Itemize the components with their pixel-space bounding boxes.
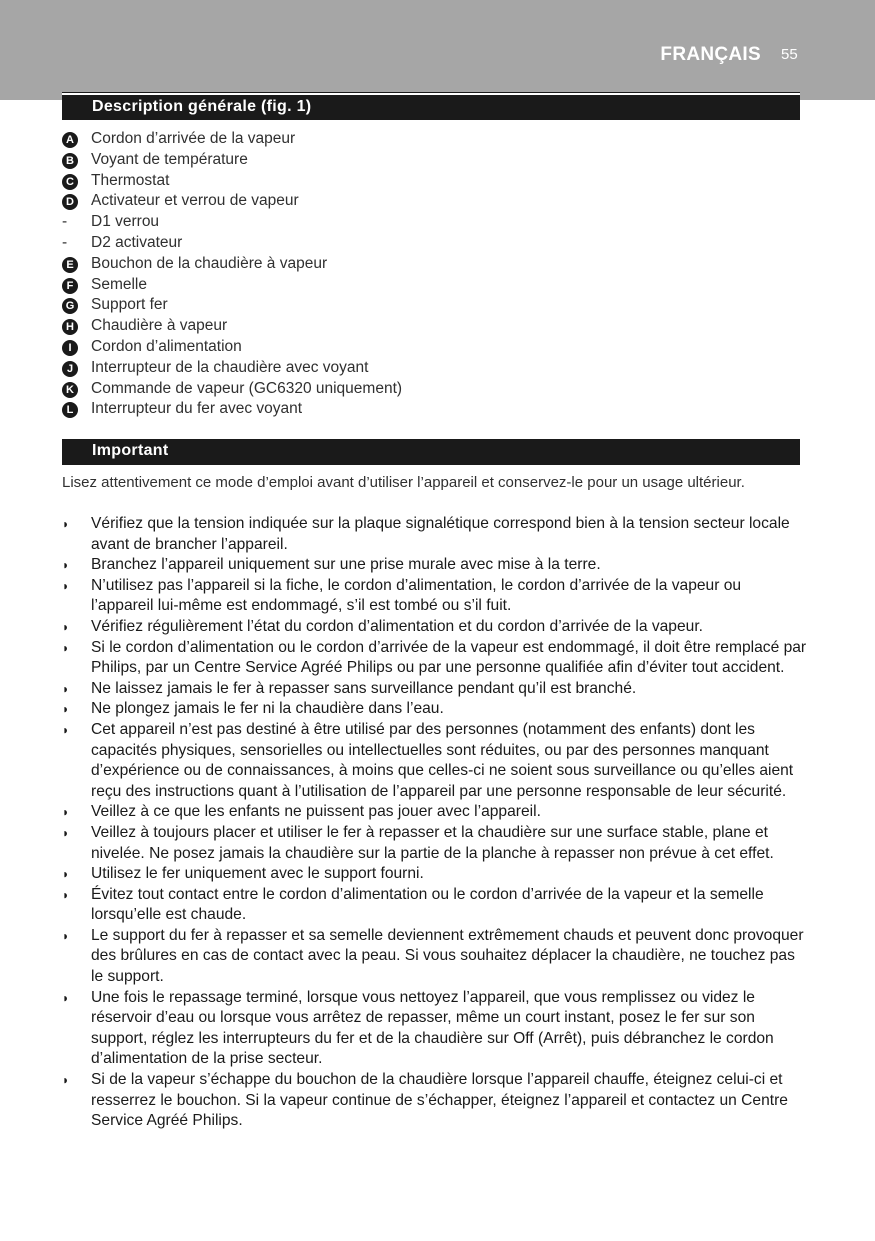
part-letter-marker: A xyxy=(62,132,78,148)
safety-bullet-item xyxy=(62,802,807,823)
page-number: 55 xyxy=(781,46,798,63)
sub-item-dash: - xyxy=(62,213,68,231)
safety-bullet-text: Ne plongez jamais le fer ni la chaudière dans l’eau. xyxy=(91,700,444,718)
bullet-arrow-icon: ◗ xyxy=(62,702,70,717)
bullet-arrow-icon: ◗ xyxy=(62,990,70,1005)
safety-bullet-item xyxy=(62,864,807,885)
parts-list-item xyxy=(62,150,802,171)
part-label: Bouchon de la chaudière à vapeur xyxy=(91,254,328,272)
safety-bullet-item xyxy=(62,617,807,638)
parts-list-item xyxy=(62,212,802,233)
bullet-arrow-icon: ◗ xyxy=(62,517,70,531)
part-letter-marker: L xyxy=(62,402,78,418)
safety-bullet-item xyxy=(62,699,807,720)
bullet-arrow-icon: ◗ xyxy=(62,578,70,593)
safety-bullet-item xyxy=(62,555,807,576)
parts-list-item xyxy=(62,399,802,420)
part-label: Semelle xyxy=(91,275,147,293)
safety-bullet-item xyxy=(62,514,807,555)
safety-bullet-text: Une fois le repassage terminé, lorsque vous nettoyez l’appareil, que vous remplissez ou videz le réservoir d’eau ou lorsque vous arrêtez de repasser, même un court instant, posez le fer sur son support, réglez les interrupteurs du fer et de la chaudière sur Off (Arrêt), puis débranchez le cordon d’alimentation de la prise secteur. xyxy=(91,988,774,1068)
safety-bullet-item xyxy=(62,576,807,617)
bullet-arrow-icon: ◗ xyxy=(62,558,70,573)
parts-list-item xyxy=(62,233,802,254)
part-label: Support fer xyxy=(91,296,168,314)
part-letter-marker: C xyxy=(62,174,78,190)
safety-bullet-text: Veillez à toujours placer et utiliser le fer à repasser et la chaudière sur une surface stable, plane et nivelée. Ne posez jamais la chaudière sur la partie de la planche à repasser non prévue à cet effet. xyxy=(91,823,774,862)
part-label: Cordon d’arrivée de la vapeur xyxy=(91,130,296,147)
safety-bullet-text: Évitez tout contact entre le cordon d’alimentation ou le cordon d’arrivée de la vapeur et la semelle lorsqu’elle est chaude. xyxy=(91,885,764,924)
part-label: Voyant de température xyxy=(91,150,248,168)
parts-list-item xyxy=(62,337,802,358)
part-label: Commande de vapeur (GC6320 uniquement) xyxy=(91,379,403,397)
part-letter-marker: G xyxy=(62,298,78,314)
safety-bullet-text: Branchez l’appareil uniquement sur une prise murale avec mise à la terre. xyxy=(91,556,601,574)
bullet-arrow-icon: ◗ xyxy=(62,887,70,902)
part-label: Interrupteur du fer avec voyant xyxy=(91,400,303,418)
safety-bullet-text: Vérifiez régulièrement l’état du cordon d’alimentation et du cordon d’arrivée de la vapeur. xyxy=(91,617,703,635)
description-section-title: Description générale (fig. 1) xyxy=(92,98,312,115)
important-section-heading xyxy=(62,438,800,465)
bullet-arrow-icon: ◗ xyxy=(62,681,70,696)
part-label: D1 verrou xyxy=(91,213,160,231)
parts-list-item xyxy=(62,295,802,316)
part-label: Cordon d’alimentation xyxy=(91,337,242,355)
part-letter-marker: B xyxy=(62,153,78,169)
parts-list-item xyxy=(62,379,802,400)
important-section-title: Important xyxy=(92,442,169,459)
parts-list-item xyxy=(62,254,802,275)
parts-list-item xyxy=(62,191,802,212)
safety-bullet-text: Si le cordon d’alimentation ou le cordon d’arrivée de la vapeur est endommagé, il doit être remplacé par Philips, par un Centre Service Agréé Philips ou par une personne qualifiée afin d’éviter tout accident. xyxy=(91,638,807,677)
description-section-heading xyxy=(62,93,800,120)
safety-bullet-item xyxy=(62,988,807,1070)
part-label: D2 activateur xyxy=(91,233,183,251)
part-label: Chaudière à vapeur xyxy=(91,317,228,335)
parts-list-item xyxy=(62,316,802,337)
safety-bullet-item xyxy=(62,885,807,926)
parts-list-item xyxy=(62,171,802,192)
parts-list-item xyxy=(62,275,802,296)
bullet-arrow-icon: ◗ xyxy=(62,805,70,820)
part-letter-marker: D xyxy=(62,194,78,210)
safety-bullet-text: Vérifiez que la tension indiquée sur la plaque signalétique correspond bien à la tension secteur locale avant de brancher l’appareil. xyxy=(91,515,790,553)
part-letter-marker: F xyxy=(62,278,78,294)
part-letter-marker: J xyxy=(62,361,78,377)
safety-bullet-item xyxy=(62,926,807,988)
part-label: Thermostat xyxy=(91,171,170,189)
safety-bullet-item xyxy=(62,823,807,864)
bullet-arrow-icon: ◗ xyxy=(62,825,70,840)
safety-bullet-text: N’utilisez pas l’appareil si la fiche, le cordon d’alimentation, le cordon d’arrivée de la vapeur ou l’appareil lui-même est endommagé, s’il est tombé ou s’il fuit. xyxy=(91,576,742,615)
part-letter-marker: K xyxy=(62,382,78,398)
safety-bullet-text: Utilisez le fer uniquement avec le support fourni. xyxy=(91,865,424,883)
bullet-arrow-icon: ◗ xyxy=(62,1073,70,1088)
bullet-arrow-icon: ◗ xyxy=(62,640,70,655)
sub-item-dash: - xyxy=(62,233,68,251)
safety-bullet-item xyxy=(62,720,807,802)
safety-bullet-text: Ne laissez jamais le fer à repasser sans surveillance pendant qu’il est branché. xyxy=(91,679,637,697)
bullet-arrow-icon: ◗ xyxy=(62,867,70,882)
bullet-arrow-icon: ◗ xyxy=(62,722,70,737)
part-letter-marker: H xyxy=(62,319,78,335)
parts-list-item xyxy=(62,129,802,150)
safety-bullet-list xyxy=(62,514,807,1132)
part-label: Activateur et verrou de vapeur xyxy=(91,192,299,210)
bullet-arrow-icon: ◗ xyxy=(62,928,70,943)
part-letter-marker: I xyxy=(62,340,78,356)
safety-bullet-item xyxy=(62,638,807,679)
bullet-arrow-icon: ◗ xyxy=(62,619,70,634)
safety-bullet-item xyxy=(62,1070,807,1132)
parts-list xyxy=(62,129,802,420)
important-intro: Lisez attentivement ce mode d’emploi avant d’utiliser l’appareil et conservez-le pour un usage ultérieur. xyxy=(62,474,745,491)
safety-bullet-item xyxy=(62,679,807,700)
safety-bullet-text: Si de la vapeur s’échappe du bouchon de la chaudière lorsque l’appareil chauffe, éteignez celui-ci et resserrez le bouchon. Si la vapeur continue de s’échapper, éteignez l’appareil et contactez un Centre Service Agréé Philips. xyxy=(91,1071,788,1130)
safety-bullet-text: Le support du fer à repasser et sa semelle deviennent extrêmement chauds et peuvent donc provoquer des brûlures en cas de contact avec la peau. Si vous souhaitez déplacer la chaudière, ne touchez pas le support. xyxy=(91,926,804,986)
part-letter-marker: E xyxy=(62,257,78,273)
safety-bullet-text: Cet appareil n’est pas destiné à être utilisé par des personnes (notamment des enfants) dont les capacités physiques, sensorielles ou intellectuelles sont réduites, ou par des personnes manquant d’expérience ou de connaissances, à moins que celles-ci ne soient sous surveillance ou qu’elles aient reçu des instructions quant à l’utilisation de l’appareil par une personne responsable de leur sécurité. xyxy=(91,720,794,800)
part-label: Interrupteur de la chaudière avec voyant xyxy=(91,358,369,376)
safety-bullet-text: Veillez à ce que les enfants ne puissent pas jouer avec l’appareil. xyxy=(91,803,541,821)
parts-list-item xyxy=(62,358,802,379)
language-label: FRANÇAIS xyxy=(660,44,761,65)
